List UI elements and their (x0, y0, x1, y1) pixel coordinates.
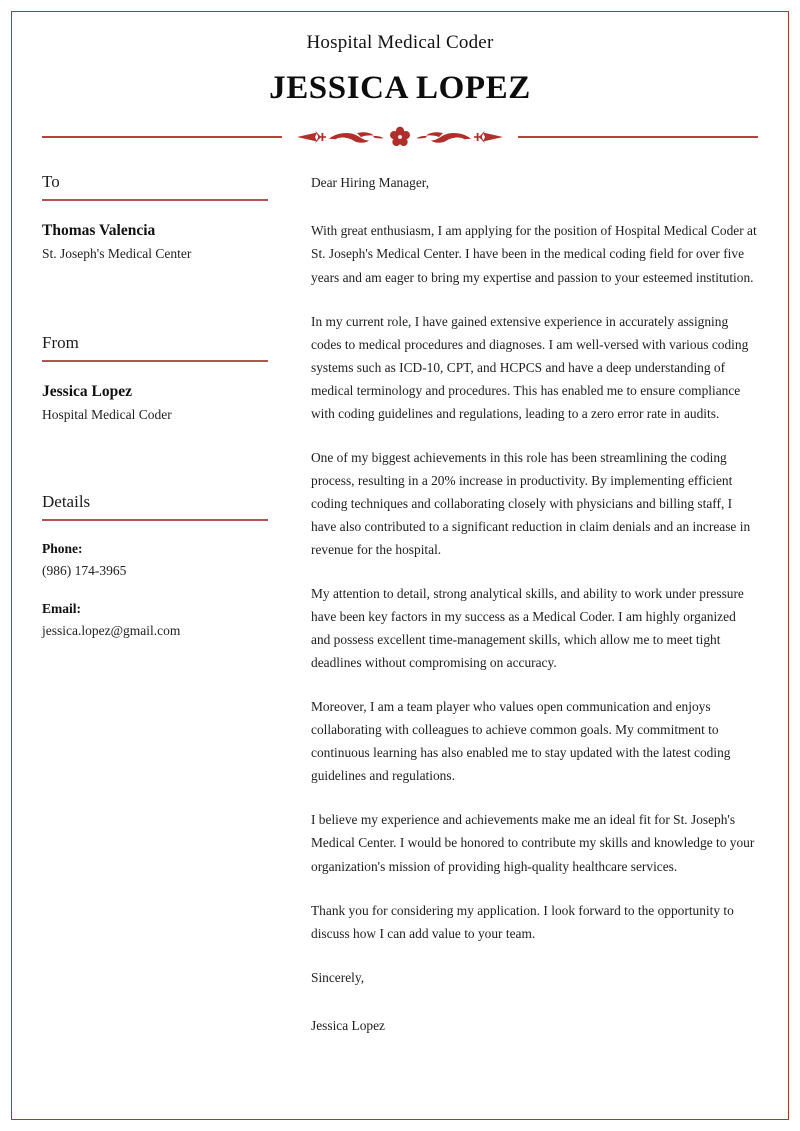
letter-paragraph-1: With great enthusiasm, I am applying for the position of Hospital Medical Coder at St. Joseph's Medical Center. I have been in the medical coding field for over five years and am eager to bring my expertise and passion to your esteemed institution. (311, 223, 757, 285)
letter-paragraph-2: In my current role, I have gained extensive experience in accurately assigning codes to medical procedures and diagnoses. I am well-versed with various coding systems such as ICD-10, CPT, and HCPCS and have a deep understanding of medical terminology and procedures. This has enabled me to ensure compliance with coding guidelines and regulations, leading to a zero error rate in audits. (311, 313, 749, 421)
header-job-title: Hospital Medical Coder (306, 32, 494, 53)
sidebar (42, 171, 268, 650)
sender-job-title: Hospital Medical Coder (42, 406, 172, 422)
letter-text (311, 171, 758, 1036)
header-divider (0, 125, 800, 149)
recipient-name: Thomas Valencia (42, 222, 156, 240)
detail-email-label: Email: (42, 600, 81, 616)
sidebar-spacer-to (42, 274, 268, 332)
detail-email (42, 600, 268, 641)
detail-phone-label: Phone: (42, 541, 83, 557)
divider-rule-left (42, 136, 282, 138)
letter-header (0, 0, 800, 149)
recipient-organization: St. Joseph's Medical Center (42, 246, 192, 261)
sidebar-section-to (42, 171, 268, 264)
detail-phone (42, 540, 268, 581)
sidebar-underline-details (42, 519, 268, 521)
letter-paragraph-6: I believe my experience and achievements make me an ideal fit for St. Joseph's Medical Center. I would be honored to contribute my skills and knowledge to your organization's mission of providing high-quality healthcare services. (311, 812, 755, 874)
letter-paragraph-5: Moreover, I am a team player who values open communication and enjoys collaborating with colleagues to achieve common goals. My commitment to continuous learning has also enabled me to stay updated with the latest coding guidelines and regulations. (311, 699, 731, 784)
sidebar-section-from (42, 332, 268, 425)
letter-salutation: Dear Hiring Manager, (311, 175, 430, 191)
sidebar-underline-from (42, 360, 268, 362)
letter-signature: Jessica Lopez (311, 1017, 385, 1033)
sidebar-label-from: From (42, 332, 79, 352)
sidebar-spacer-from (42, 434, 268, 491)
sidebar-label-to: To (42, 172, 60, 192)
letter-paragraph-4: My attention to detail, strong analytical skills, and ability to work under pressure have been key factors in my success as a Medical Coder. I am highly organized and possess excellent time-management skills, which allow me to meet tight deadlines without compromising on accuracy. (311, 586, 744, 671)
sidebar-section-details (42, 491, 268, 640)
letter-closing: Sincerely, (311, 969, 365, 985)
sidebar-underline-to (42, 199, 268, 201)
detail-phone-value[interactable]: (986) 174-3965 (42, 562, 127, 578)
divider-rule-right (518, 136, 758, 138)
detail-email-value[interactable]: jessica.lopez@gmail.com (42, 622, 181, 638)
sidebar-label-details: Details (42, 492, 91, 512)
letter-paragraph-7: Thank you for considering my application. I look forward to the opportunity to discuss how I can add value to your team. (311, 902, 734, 941)
floral-flourish-icon (295, 125, 505, 149)
header-person-name: JESSICA LOPEZ (269, 69, 531, 106)
letter-paragraph-3: One of my biggest achievements in this role has been streamlining the coding process, resulting in a 20% increase in productivity. By implementing efficient coding techniques and collaborating closely with physicians and billing staff, I have also contributed to a significant reduction in claim denials and an increase in revenue for the hospital. (311, 449, 751, 557)
sender-name: Jessica Lopez (42, 382, 132, 400)
